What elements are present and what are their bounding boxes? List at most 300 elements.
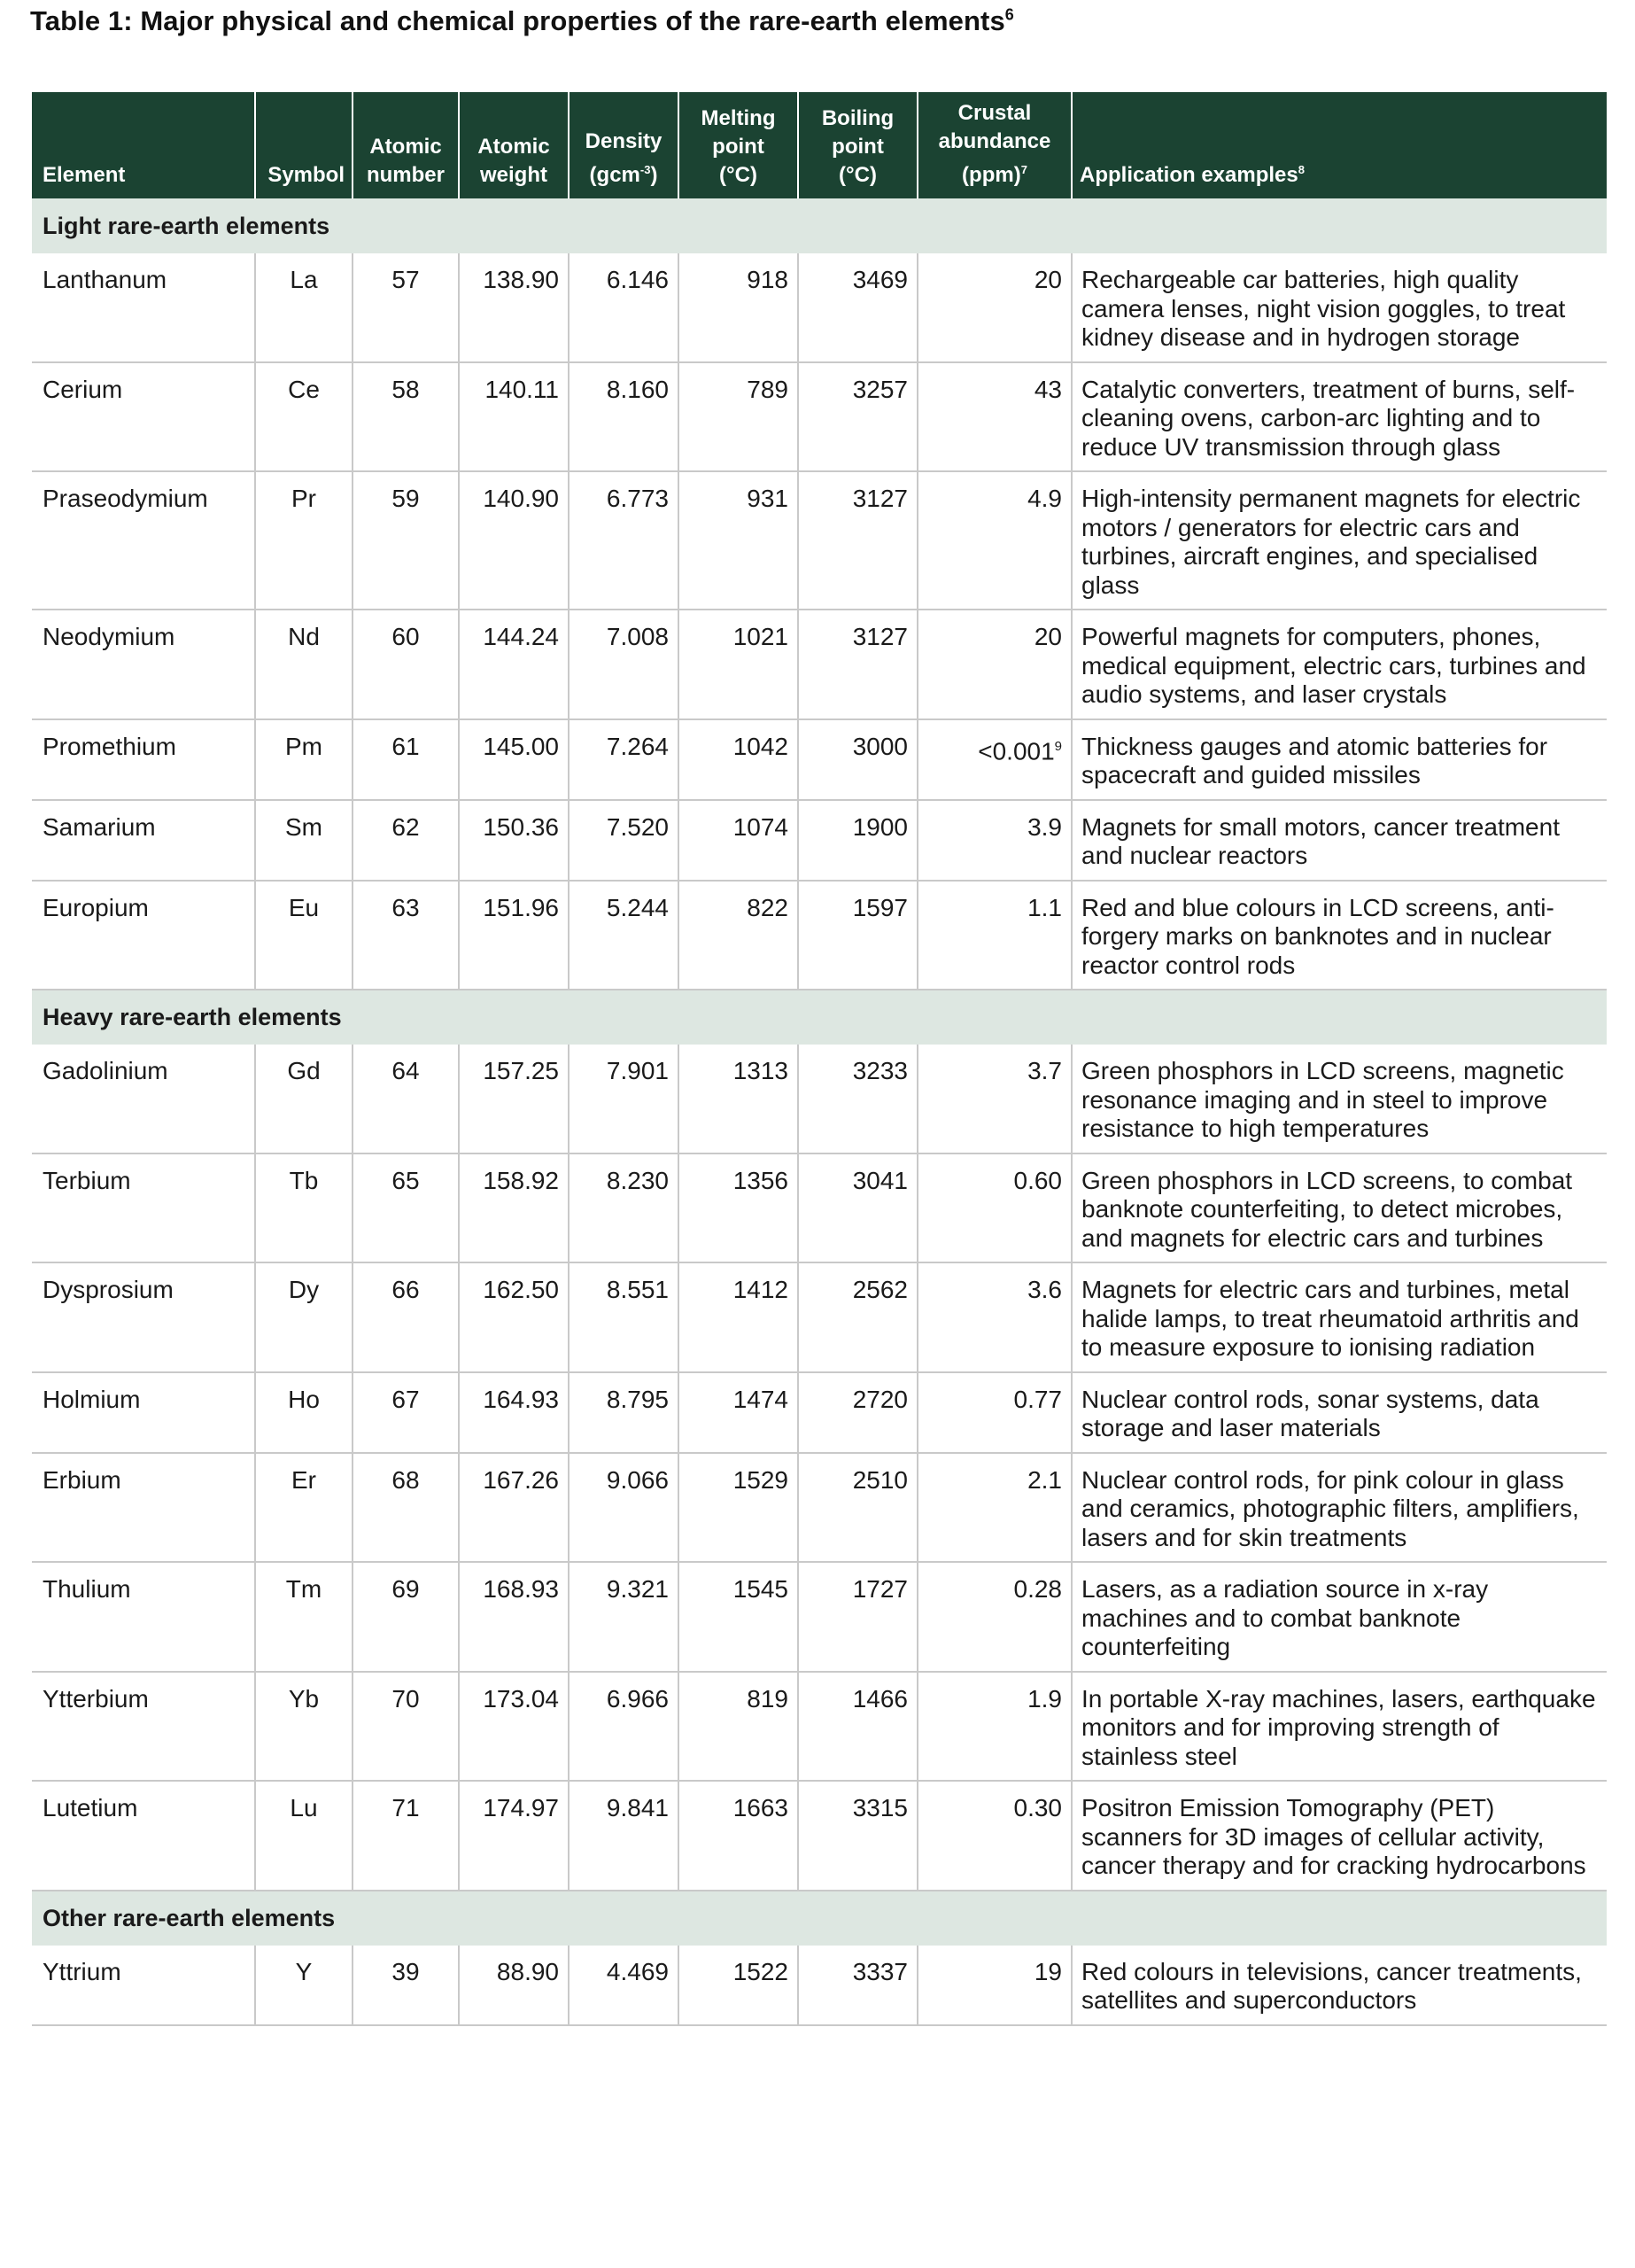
- cell-melting-point: [678, 881, 798, 990]
- cell-melting-point: [678, 253, 798, 362]
- cell-crustal-abundance: [918, 1453, 1072, 1563]
- cell-element-value: Samarium: [43, 812, 156, 841]
- cell-melting-point: [678, 362, 798, 472]
- cell-applications-value: Powerful magnets for computers, phones, medical equipment, electric cars, turbines and audio systems, and laser crystals: [1081, 623, 1586, 708]
- cell-atomic-weight: [459, 610, 569, 719]
- header-density: Density (gcm$^{-3}$): [569, 92, 678, 198]
- cell-element: [32, 1453, 255, 1563]
- cell-applications: [1072, 1453, 1607, 1563]
- cell-atomic-weight: [459, 1562, 569, 1672]
- cell-boiling-point: [798, 1781, 918, 1891]
- cell-element-value: Erbium: [43, 1465, 121, 1494]
- cell-melting-point-value: 1021: [732, 623, 788, 650]
- cell-melting-point-value: 819: [747, 1684, 788, 1713]
- cell-melting-point-value: 1412: [732, 1276, 788, 1303]
- cell-element-value: Yttrium: [43, 1957, 121, 1985]
- cell-applications-value: Thickness gauges and atomic batteries for spacecraft and guided missiles: [1081, 732, 1548, 788]
- cell-atomic-weight-value: 168.93: [483, 1575, 559, 1603]
- cell-crustal-abundance-value: 4.9: [1027, 485, 1062, 512]
- group-label: Heavy rare-earth elements: [43, 1004, 342, 1031]
- cell-boiling-point-value: 1727: [852, 1575, 908, 1603]
- group-row: [32, 990, 1607, 1045]
- cell-atomic-number: [353, 719, 459, 800]
- cell-element: [32, 362, 255, 472]
- cell-element: [32, 610, 255, 719]
- cell-melting-point-value: 822: [747, 893, 788, 921]
- cell-boiling-point-value: 2510: [852, 1465, 908, 1494]
- cell-atomic-number: [353, 800, 459, 881]
- cell-boiling-point-value: 3000: [852, 732, 908, 760]
- cell-boiling-point: [798, 881, 918, 990]
- cell-atomic-number-value: 60: [391, 623, 420, 650]
- cell-atomic-weight-value: 145.00: [483, 732, 559, 760]
- cell-atomic-number-value: 68: [391, 1465, 420, 1494]
- title-footnote-ref: 6: [1004, 5, 1014, 24]
- cell-atomic-weight-value: 162.50: [483, 1276, 559, 1303]
- cell-atomic-number: [353, 1672, 459, 1782]
- table-row: [32, 1453, 1607, 1563]
- cell-density: [569, 1153, 678, 1263]
- cell-boiling-point-value: 2720: [852, 1385, 908, 1413]
- table-row: [32, 719, 1607, 800]
- cell-applications-value: High-intensity permanent magnets for electric motors / generators for electric cars and turbines, aircraft engines, and specialised glass: [1081, 485, 1581, 599]
- cell-atomic-weight-value: 164.93: [483, 1385, 559, 1413]
- cell-applications-value: Magnets for electric cars and turbines, metal halide lamps, to treat rheumatoid arthritis and to measure exposure to ionising radiation: [1081, 1276, 1579, 1361]
- cell-boiling-point: [798, 1562, 918, 1672]
- cell-density-value: 7.008: [606, 623, 669, 650]
- cell-element: [32, 1946, 255, 2025]
- cell-symbol: [255, 471, 353, 610]
- cell-symbol: [255, 610, 353, 719]
- cell-density-value: 7.264: [606, 732, 669, 760]
- cell-boiling-point: [798, 1946, 918, 2025]
- cell-atomic-number: [353, 1453, 459, 1563]
- table-row: [32, 800, 1607, 881]
- cell-atomic-number-value: 63: [391, 893, 420, 921]
- table-row: [32, 1562, 1607, 1672]
- cell-applications-value: In portable X-ray machines, lasers, earthquake monitors and for improving strength of stainless steel: [1081, 1684, 1596, 1770]
- cell-crustal-abundance: [918, 1045, 1072, 1153]
- cell-applications: [1072, 253, 1607, 362]
- cell-atomic-weight-value: 140.11: [484, 375, 559, 403]
- cell-boiling-point: [798, 1453, 918, 1563]
- cell-crustal-abundance: [918, 800, 1072, 881]
- cell-applications: [1072, 881, 1607, 990]
- cell-atomic-number-value: 62: [391, 812, 420, 841]
- cell-atomic-number: [353, 362, 459, 472]
- cell-atomic-number: [353, 1153, 459, 1263]
- cell-melting-point: [678, 610, 798, 719]
- cell-symbol: [255, 1153, 353, 1263]
- cell-density-value: 8.795: [606, 1385, 669, 1413]
- cell-applications-value: Green phosphors in LCD screens, to combat banknote counterfeiting, to detect microbes, and magnets for electric cars and turbines: [1081, 1166, 1573, 1252]
- cell-density: [569, 719, 678, 800]
- cell-melting-point-value: 1663: [732, 1794, 788, 1821]
- cell-atomic-weight-value: 138.90: [483, 266, 559, 293]
- cell-atomic-number: [353, 253, 459, 362]
- cell-element: [32, 471, 255, 610]
- cell-symbol-value: Ce: [288, 375, 320, 403]
- cell-crustal-abundance: [918, 1153, 1072, 1263]
- cell-symbol: [255, 881, 353, 990]
- cell-symbol: [255, 1562, 353, 1672]
- cell-atomic-weight: [459, 1946, 569, 2025]
- cell-symbol-value: Ho: [288, 1385, 320, 1413]
- cell-applications-value: Red colours in televisions, cancer treatments, satellites and superconductors: [1081, 1957, 1582, 2014]
- cell-boiling-point-value: 3257: [852, 375, 908, 403]
- cell-symbol: [255, 362, 353, 472]
- cell-applications: [1072, 1672, 1607, 1782]
- cell-symbol-value: Lu: [290, 1794, 318, 1821]
- cell-atomic-weight-value: 140.90: [483, 485, 559, 512]
- cell-melting-point-value: 931: [747, 485, 788, 512]
- cell-atomic-number-value: 58: [391, 375, 420, 403]
- cell-melting-point-value: 1313: [732, 1057, 788, 1084]
- cell-crustal-abundance: [918, 1372, 1072, 1453]
- table-row: [32, 1262, 1607, 1372]
- cell-element: [32, 1781, 255, 1891]
- cell-atomic-number-value: 69: [391, 1575, 420, 1603]
- cell-element-value: Dysprosium: [43, 1276, 174, 1303]
- cell-density: [569, 881, 678, 990]
- cell-applications: [1072, 719, 1607, 800]
- cell-applications-value: Nuclear control rods, for pink colour in glass and ceramics, photographic filters, amplifiers, lasers and for skin treatments: [1081, 1465, 1579, 1551]
- table-body: [32, 198, 1607, 2025]
- header-element: Element: [43, 163, 126, 187]
- table-row: [32, 471, 1607, 610]
- table-row: [32, 1372, 1607, 1453]
- cell-boiling-point-value: 3127: [852, 623, 908, 650]
- cell-applications: [1072, 1946, 1607, 2025]
- cell-applications: [1072, 800, 1607, 881]
- cell-element: [32, 1262, 255, 1372]
- cell-element-value: Thulium: [43, 1575, 131, 1603]
- cell-symbol: [255, 253, 353, 362]
- table-row: [32, 1153, 1607, 1263]
- cell-atomic-number-value: 61: [391, 732, 420, 760]
- cell-density: [569, 800, 678, 881]
- cell-applications-value: Green phosphors in LCD screens, magnetic resonance imaging and in steel to improve resistance to high temperatures: [1081, 1057, 1564, 1142]
- cell-symbol: [255, 800, 353, 881]
- cell-element: [32, 1045, 255, 1153]
- cell-element: [32, 1562, 255, 1672]
- cell-symbol-value: Tm: [285, 1575, 322, 1603]
- cell-atomic-number: [353, 1045, 459, 1153]
- cell-atomic-weight-value: 151.96: [483, 893, 559, 921]
- abundance-footnote-ref: 9: [1054, 738, 1062, 754]
- cell-melting-point: [678, 471, 798, 610]
- cell-atomic-weight-value: 158.92: [483, 1166, 559, 1194]
- cell-boiling-point: [798, 610, 918, 719]
- table-row: [32, 253, 1607, 362]
- cell-melting-point-value: 1074: [732, 812, 788, 841]
- cell-atomic-weight: [459, 253, 569, 362]
- cell-atomic-number-value: 59: [391, 485, 420, 512]
- cell-density: [569, 362, 678, 472]
- cell-melting-point: [678, 1153, 798, 1263]
- cell-crustal-abundance-value: 20: [1034, 623, 1062, 650]
- header-row: [32, 92, 1607, 198]
- cell-element: [32, 253, 255, 362]
- cell-element-value: Gadolinium: [43, 1057, 168, 1084]
- cell-boiling-point-value: 3337: [852, 1957, 908, 1985]
- cell-applications: [1072, 471, 1607, 610]
- cell-symbol-value: Tb: [289, 1166, 319, 1194]
- properties-table: [32, 92, 1607, 2026]
- cell-density-value: 8.551: [606, 1276, 669, 1303]
- cell-atomic-number-value: 64: [391, 1057, 420, 1084]
- cell-element-value: Lutetium: [43, 1794, 138, 1821]
- cell-crustal-abundance-value: 3.6: [1027, 1276, 1062, 1303]
- cell-atomic-number: [353, 881, 459, 990]
- cell-symbol-value: Er: [291, 1465, 316, 1494]
- cell-crustal-abundance: [918, 1781, 1072, 1891]
- cell-melting-point: [678, 800, 798, 881]
- cell-atomic-weight: [459, 881, 569, 990]
- cell-density: [569, 1562, 678, 1672]
- cell-crustal-abundance-value: 20: [1034, 266, 1062, 293]
- cell-crustal-abundance: [918, 1672, 1072, 1782]
- cell-density-value: 6.773: [606, 485, 669, 512]
- cell-element: [32, 1153, 255, 1263]
- cell-density-value: 6.146: [606, 266, 669, 293]
- cell-atomic-weight: [459, 719, 569, 800]
- cell-crustal-abundance-value: 0.60: [1013, 1166, 1062, 1194]
- cell-atomic-number-value: 66: [391, 1276, 420, 1303]
- cell-melting-point-value: 1356: [732, 1166, 788, 1194]
- cell-atomic-weight: [459, 1781, 569, 1891]
- cell-boiling-point-value: 3315: [852, 1794, 908, 1821]
- cell-element: [32, 800, 255, 881]
- cell-atomic-number-value: 71: [391, 1794, 420, 1821]
- cell-atomic-number: [353, 1562, 459, 1672]
- cell-boiling-point-value: 3469: [852, 266, 908, 293]
- header-atomic-number: Atomic number: [353, 92, 459, 198]
- table-row: [32, 1672, 1607, 1782]
- cell-atomic-weight: [459, 1372, 569, 1453]
- cell-element-value: Cerium: [43, 375, 123, 403]
- cell-applications: [1072, 1153, 1607, 1263]
- cell-density-value: 4.469: [606, 1957, 669, 1985]
- cell-atomic-number: [353, 1262, 459, 1372]
- cell-boiling-point: [798, 1372, 918, 1453]
- cell-crustal-abundance: [918, 362, 1072, 472]
- cell-symbol-value: Y: [295, 1957, 313, 1985]
- table-row: [32, 1045, 1607, 1153]
- cell-atomic-weight: [459, 362, 569, 472]
- cell-applications-value: Nuclear control rods, sonar systems, data storage and laser materials: [1081, 1385, 1539, 1441]
- cell-density-value: 9.066: [606, 1465, 669, 1494]
- table-row: [32, 1781, 1607, 1891]
- cell-element: [32, 719, 255, 800]
- cell-symbol-value: Eu: [288, 893, 320, 921]
- cell-boiling-point: [798, 1045, 918, 1153]
- cell-crustal-abundance: [918, 881, 1072, 990]
- cell-boiling-point: [798, 719, 918, 800]
- cell-atomic-weight-value: 167.26: [483, 1465, 559, 1494]
- cell-atomic-number-value: 70: [391, 1684, 420, 1713]
- cell-melting-point-value: 789: [747, 375, 788, 403]
- cell-symbol-value: Yb: [288, 1684, 320, 1713]
- cell-symbol: [255, 1946, 353, 2025]
- cell-element-value: Promethium: [43, 732, 176, 760]
- cell-atomic-number: [353, 1372, 459, 1453]
- cell-density: [569, 471, 678, 610]
- cell-density: [569, 1262, 678, 1372]
- group-row: [32, 1891, 1607, 1946]
- cell-crustal-abundance-value: 1.9: [1027, 1684, 1062, 1713]
- cell-density-value: 6.966: [606, 1684, 669, 1713]
- cell-atomic-weight-value: 173.04: [483, 1684, 559, 1713]
- cell-melting-point: [678, 1672, 798, 1782]
- cell-crustal-abundance-value: 3.9: [1027, 812, 1062, 841]
- cell-symbol: [255, 1672, 353, 1782]
- cell-density: [569, 1453, 678, 1563]
- cell-melting-point: [678, 1781, 798, 1891]
- cell-crustal-abundance: [918, 1946, 1072, 2025]
- cell-melting-point: [678, 1372, 798, 1453]
- cell-boiling-point-value: 3233: [852, 1057, 908, 1084]
- cell-density-value: 7.520: [606, 812, 669, 841]
- cell-melting-point: [678, 1946, 798, 2025]
- cell-atomic-weight-value: 157.25: [483, 1057, 559, 1084]
- cell-applications-value: Catalytic converters, treatment of burns, self-cleaning ovens, carbon-arc lighting and to reduce UV transmission through glass: [1081, 375, 1576, 461]
- cell-symbol: [255, 1453, 353, 1563]
- cell-atomic-weight: [459, 1262, 569, 1372]
- table-row: [32, 881, 1607, 990]
- cell-element-value: Praseodymium: [43, 485, 208, 512]
- cell-density: [569, 253, 678, 362]
- cell-crustal-abundance: [918, 610, 1072, 719]
- cell-crustal-abundance: [918, 253, 1072, 362]
- cell-atomic-number: [353, 1946, 459, 2025]
- cell-boiling-point-value: 3127: [852, 485, 908, 512]
- header-boiling-point: Boiling point (°C): [798, 92, 918, 198]
- cell-atomic-number-value: 65: [391, 1166, 420, 1194]
- group-row: [32, 198, 1607, 253]
- header-crustal-abundance: Crustal abundance (ppm)$^7$: [918, 92, 1072, 198]
- cell-boiling-point-value: 1900: [852, 812, 908, 841]
- header-applications: Application examples$^8$: [1072, 92, 1607, 198]
- cell-atomic-weight: [459, 471, 569, 610]
- cell-boiling-point: [798, 253, 918, 362]
- cell-symbol: [255, 1045, 353, 1153]
- cell-melting-point-value: 1042: [732, 732, 788, 760]
- cell-crustal-abundance: [918, 1562, 1072, 1672]
- cell-atomic-weight-value: 88.90: [496, 1957, 559, 1985]
- cell-applications-value: Positron Emission Tomography (PET) scanners for 3D images of cellular activity, cancer therapy and for cracking hydrocarbons: [1081, 1794, 1586, 1879]
- cell-melting-point-value: 1545: [732, 1575, 788, 1603]
- group-label: Other rare-earth elements: [43, 1904, 336, 1931]
- cell-boiling-point: [798, 1153, 918, 1263]
- cell-symbol-value: Dy: [288, 1276, 320, 1303]
- cell-element-value: Terbium: [43, 1166, 131, 1194]
- cell-crustal-abundance-value: 3.7: [1027, 1057, 1062, 1084]
- cell-symbol: [255, 1781, 353, 1891]
- cell-symbol-value: Gd: [287, 1057, 321, 1084]
- cell-element-value: Holmium: [43, 1385, 141, 1413]
- cell-applications: [1072, 362, 1607, 472]
- cell-density-value: 9.321: [606, 1575, 669, 1603]
- cell-melting-point: [678, 1562, 798, 1672]
- cell-crustal-abundance-value: 0.77: [1013, 1385, 1062, 1413]
- cell-element: [32, 1672, 255, 1782]
- cell-symbol: [255, 1262, 353, 1372]
- cell-symbol: [255, 1372, 353, 1453]
- cell-crustal-abundance-value: <0.001: [978, 736, 1055, 765]
- cell-atomic-weight: [459, 1153, 569, 1263]
- cell-applications-value: Lasers, as a radiation source in x-ray machines and to combat banknote counterfeiting: [1081, 1575, 1489, 1660]
- cell-melting-point-value: 918: [747, 266, 788, 293]
- cell-element-value: Lanthanum: [43, 266, 167, 293]
- cell-density: [569, 1781, 678, 1891]
- cell-density-value: 7.901: [606, 1057, 669, 1084]
- cell-boiling-point-value: 1466: [852, 1684, 908, 1713]
- cell-crustal-abundance: [918, 719, 1072, 800]
- table-title: [30, 5, 1014, 37]
- cell-applications: [1072, 1562, 1607, 1672]
- cell-atomic-weight: [459, 800, 569, 881]
- cell-applications-value: Red and blue colours in LCD screens, anti-forgery marks on banknotes and in nuclear reactor control rods: [1081, 893, 1554, 979]
- cell-applications: [1072, 1262, 1607, 1372]
- cell-density: [569, 610, 678, 719]
- table-title-text: Table 1: Major physical and chemical properties of the rare-earth elements: [30, 5, 1005, 36]
- cell-atomic-weight-value: 174.97: [483, 1794, 559, 1821]
- cell-boiling-point-value: 1597: [852, 893, 908, 921]
- cell-element-value: Neodymium: [43, 623, 175, 650]
- header-melting-point: Melting point (°C): [678, 92, 798, 198]
- cell-density-value: 8.230: [606, 1166, 669, 1194]
- cell-atomic-number: [353, 471, 459, 610]
- cell-atomic-weight-value: 144.24: [483, 623, 559, 650]
- cell-atomic-weight: [459, 1453, 569, 1563]
- cell-boiling-point: [798, 800, 918, 881]
- cell-symbol-value: Pm: [285, 732, 322, 760]
- cell-symbol: [255, 719, 353, 800]
- cell-density: [569, 1372, 678, 1453]
- cell-melting-point: [678, 1453, 798, 1563]
- cell-atomic-number: [353, 610, 459, 719]
- cell-symbol-value: Sm: [285, 812, 322, 841]
- cell-melting-point: [678, 1045, 798, 1153]
- cell-atomic-number-value: 57: [391, 266, 420, 293]
- cell-boiling-point: [798, 362, 918, 472]
- cell-applications-value: Rechargeable car batteries, high quality camera lenses, night vision goggles, to treat kidney disease and in hydrogen storage: [1081, 266, 1566, 351]
- cell-crustal-abundance-value: 1.1: [1027, 893, 1062, 921]
- cell-density: [569, 1946, 678, 2025]
- cell-applications-value: Magnets for small motors, cancer treatment and nuclear reactors: [1081, 812, 1560, 869]
- cell-symbol-value: Pr: [291, 485, 316, 512]
- cell-atomic-number-value: 39: [391, 1957, 420, 1985]
- cell-crustal-abundance: [918, 471, 1072, 610]
- group-label: Light rare-earth elements: [43, 212, 330, 239]
- cell-element: [32, 881, 255, 990]
- cell-density-value: 5.244: [606, 893, 669, 921]
- cell-atomic-weight: [459, 1672, 569, 1782]
- cell-density-value: 9.841: [606, 1794, 669, 1821]
- cell-symbol-value: Nd: [288, 623, 320, 650]
- cell-melting-point: [678, 1262, 798, 1372]
- cell-density-value: 8.160: [606, 375, 669, 403]
- cell-crustal-abundance: [918, 1262, 1072, 1372]
- cell-crustal-abundance-value: 43: [1034, 375, 1062, 403]
- header-symbol: Symbol: [255, 92, 353, 198]
- cell-symbol-value: La: [290, 266, 318, 293]
- cell-melting-point-value: 1529: [732, 1465, 788, 1494]
- cell-boiling-point-value: 2562: [852, 1276, 908, 1303]
- cell-boiling-point-value: 3041: [852, 1166, 908, 1194]
- cell-crustal-abundance-value: 0.30: [1013, 1794, 1062, 1821]
